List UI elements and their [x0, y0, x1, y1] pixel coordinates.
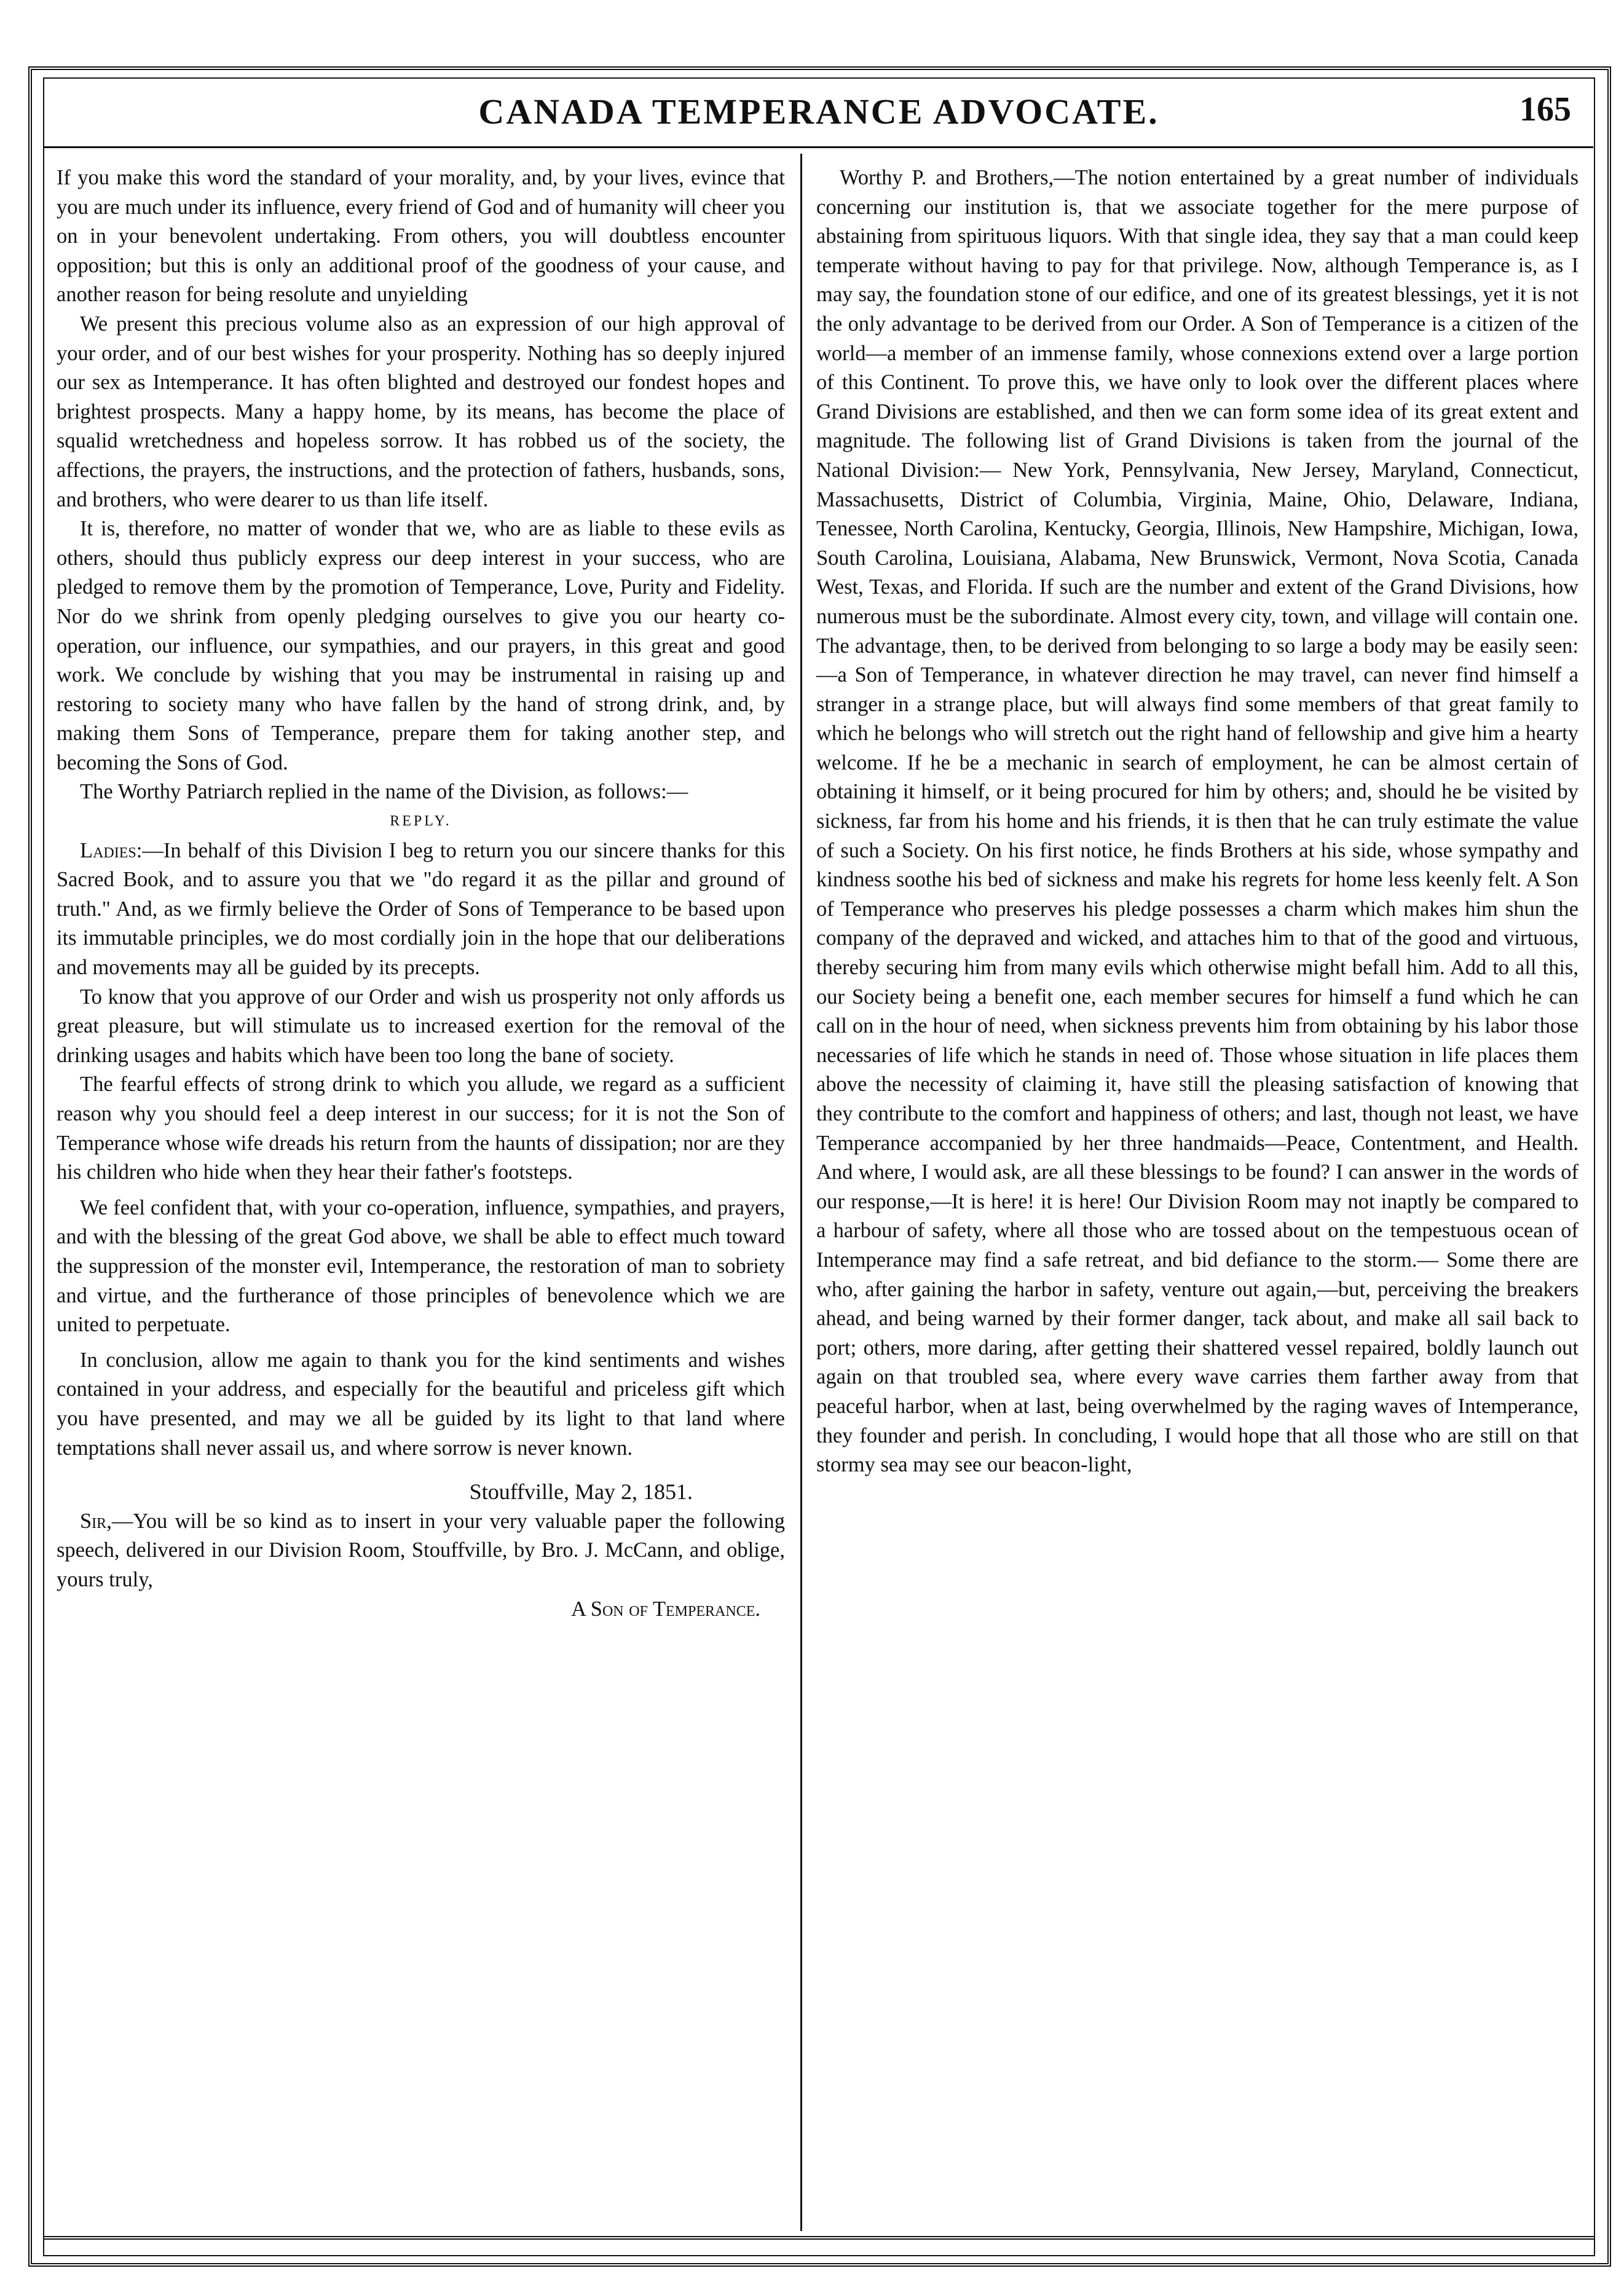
reply-paragraph: We feel confident that, with your co-operation, influence, sympathies, and prayers, and with the blessing of the great God above, we shall be able to effect much toward the suppression of the monster evil, Intemperance, the restoration of man to sobriety and virtue, and the furtherance of those principles of benevolence which we are united to perpetuate. — [57, 1195, 785, 1337]
reply-paragraph: In conclusion, allow me again to thank you for the kind sentiments and wishes contained in your address, and especially for the beautiful and priceless gift which you have presented, and may we all be guided by its light to that land where temptations shall never assail us, and where sorrow is never known. — [57, 1348, 785, 1460]
right-column — [816, 163, 1579, 1480]
article-paragraph: We present this precious volume also as an expression of our high approval of your order, and of our best wishes for your prosperity. Nothing has so deeply injured our sex as Intemperance. It has often blighted and destroyed our fondest hopes and brightest prospects. Many a happy home, by its means, has become the place of squalid wretchedness and hopeless sorrow. It has robbed us of the society, the affections, the prayers, the instructions, and the protection of fathers, husbands, sons, and brothers, who were dearer to us than life itself. — [57, 312, 785, 511]
page-number: 165 — [1520, 90, 1571, 128]
left-column — [57, 163, 785, 1624]
reply-paragraph: To know that you approve of our Order and wish us prosperity not only affords us great pleasure, but will stimulate us to increased exertion for the removal of the drinking usages and habits which have been too long the bane of society. — [57, 985, 785, 1067]
salutation-sir: Sir — [80, 1509, 107, 1533]
letter-paragraph — [57, 1507, 785, 1595]
salutation-ladies: Ladies — [80, 838, 136, 862]
page-header — [44, 86, 1593, 141]
column-divider — [800, 154, 802, 2231]
reply-heading: REPLY. — [390, 813, 452, 830]
letter-dateline: Stouffville, May 2, 1851. — [469, 1479, 693, 1505]
letter-text: ,—You will be so kind as to insert in your very valuable paper the following speech, delivered in our Division Room, Stouffville, by Bro. J. McCann, and oblige, yours truly, — [57, 1509, 785, 1591]
letter-signoff: A Son of Temperance. — [571, 1597, 760, 1621]
header-rule — [44, 146, 1593, 148]
article-paragraph: The Worthy Patriarch replied in the name of the Division, as follows:— — [80, 780, 688, 804]
reply-text: :—In behalf of this Division I beg to return you our sincere thanks for this Sacred Book, and to assure you that we "do regard it as the pillar and ground of truth." And, as we firmly believe the Order of Sons of Temperance to be based upon its immutable principles, we do most cordially join in the hope that our deliberations and movements may all be guided by its precepts. — [57, 838, 785, 980]
speech-paragraph: Worthy P. and Brothers,—The notion entertained by a great number of individuals concerning our institution is, that we associate together for the mere purpose of abstaining from spirituous liquors. With that single idea, they say that a man could keep temperate without having to pay for that privilege. Now, although Temperance is, as I may say, the foundation stone of our edifice, and one of its greatest blessings, yet it is not the only advantage to be derived from our Order. A Son of Temperance is a citizen of the world—a member of an immense family, whose connexions extend over a large portion of this Continent. To prove this, we have only to look over the different places where Grand Divisions are established, and then we can form some idea of its great extent and magnitude. The following list of Grand Divisions is taken from the journal of the National Division:— New York, Pennsylvania, New Jersey, Maryland, Connecticut, Massachusetts, District of Columbia, Virginia, Maine, Ohio, Delaware, Indiana, Tenessee, North Carolina, Kentucky, Georgia, Illinois, New Hampshire, Michigan, Iowa, South Carolina, Louisiana, Alabama, New Brunswick, Vermont, Nova Scotia, Canada West, Texas, and Florida. If such are the number and extent of the Grand Divisions, how numerous must be the subordinate. Almost every city, town, and village will contain one. The advantage, then, to be derived from belonging to so large a body may be easily seen:—a Son of Temperance, in whatever direction he may travel, can never find himself a stranger in a strange place, but will always find some members of that great family to which he belongs who will stretch out the right hand of fellowship and give him a hearty welcome. If he be a mechanic in search of employment, he can be almost certain of obtaining it himself, or it being procured for him by others; and, should he be visited by sickness, far from his home and his friends, it is then that he can truly estimate the value of such a Society. On his first notice, he finds Brothers at his side, whose sympathy and kindness soothe his bed of sickness and make his regrets for home less keenly felt. A Son of Temperance who preserves his pledge possesses a charm which makes him shun the company of the depraved and wicked, and attaches him to that of the good and virtuous, thereby securing him from many evils which otherwise might befall him. Add to all this, our Society being a benefit one, each member secures for himself a fund which he can call on in the hour of need, when sickness prevents him from obtaining by his labor those necessaries of life which he stands in need of. Those whose situation in life places them above the necessity of claiming it, have still the pleasing satisfaction of knowing that they contribute to the comfort and happiness of others; and last, though not least, we have Temperance accompanied by her three handmaids—Peace, Contentment, and Health. And where, I would ask, are all these blessings to be found? I can answer in the words of our response,—It is here! it is here! Our Division Room may not inaptly be compared to a harbour of safety, where all those who are tossed about on the tempestuous ocean of Intemperance may find a safe retreat, and bid defiance to the storm.— Some there are who, after gaining the harbor in safety, venture out again,—but, perceiving the breakers ahead, and being warned by their former danger, tack about, and make all sail back to port; others, more daring, after getting their shattered vessel repaired, boldly launch out again on that troubled sea, where every wave carries them farther away from that peaceful harbor, when at last, being overwhelmed by the raging waves of Intemperance, they founder and perish. In concluding, I would hope that all those who are still on that stormy sea may see our beacon-light, — [816, 166, 1579, 1477]
article-paragraph: It is, therefore, no matter of wonder that we, who are as liable to these evils as others, should thus publicly express our deep interest in your success, who are pledged to remove them by the promotion of Temperance, Love, Purity and Fidelity. Nor do we shrink from openly pledging ourselves to give you our hearty co-operation, our influence, our sympathies, and our prayers, in this great and good work. We conclude by wishing that you may be instrumental in raising up and restoring to society many who have fallen by the hand of strong drink, and, by making them Sons of Temperance, prepare them for taking another step, and becoming the Sons of God. — [57, 517, 785, 774]
reply-paragraph — [57, 836, 785, 983]
newspaper-title: CANADA TEMPERANCE ADVOCATE. — [478, 92, 1159, 132]
article-paragraph: If you make this word the standard of your morality, and, by your lives, evince that you are much under its influence, every friend of God and of humanity will cheer you on in your benevolent undertaking. From others, you will doubtless encounter opposition; but this is only an additional proof of the goodness of your cause, and another reason for being resolute and unyielding — [57, 166, 785, 307]
bottom-rule — [43, 2236, 1595, 2240]
reply-paragraph: The fearful effects of strong drink to which you allude, we regard as a sufficient reason why you should feel a deep interest in our success; for it is not the Son of Temperance whose wife dreads his return from the haunts of dissipation; nor are they his children who hide when they hear their father's footsteps. — [57, 1073, 785, 1184]
